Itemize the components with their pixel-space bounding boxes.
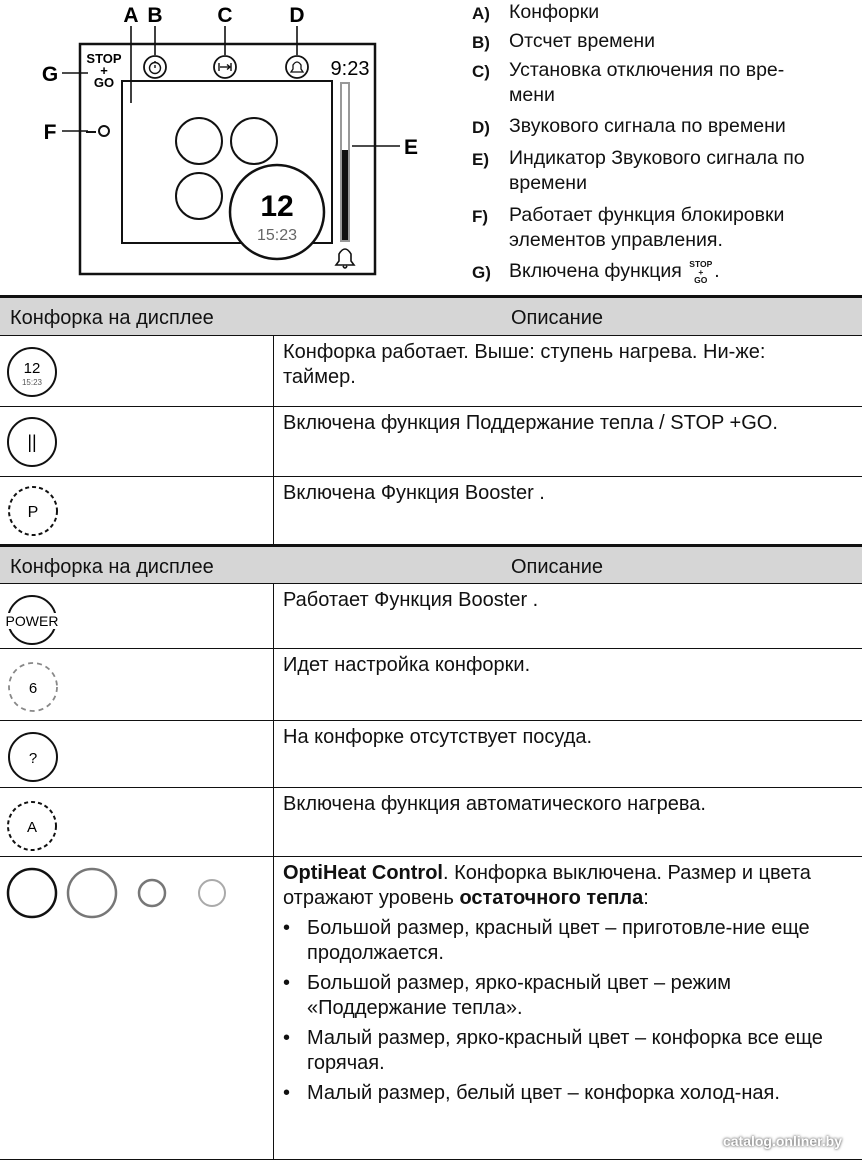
table-row: [0, 407, 862, 476]
row-description: Конфорка работает. Выше: ступень нагрева. Ни-же: таймер.: [283, 341, 766, 388]
zone-circle: [176, 173, 222, 219]
legend-key: B): [472, 33, 490, 52]
col-header-display: Конфорка на дисплее: [10, 556, 214, 578]
callout-d: D: [289, 4, 305, 27]
legend-text: Работает функция блокировки элементов управления.: [509, 204, 785, 251]
minute-minder-bell: [291, 62, 303, 72]
zone-circle: [231, 118, 277, 164]
callout-f: F: [43, 121, 57, 144]
stop-go-icon: [689, 260, 712, 284]
callout-c: C: [217, 4, 233, 27]
table-row: [0, 649, 862, 720]
legend-text: Конфорки: [509, 1, 600, 23]
residual-heat-small-gray: [139, 880, 165, 906]
residual-heat-large-dark: [8, 869, 56, 917]
optiheat-bullet: • Большой размер, красный цвет – приготовле-ние еще продолжается.: [283, 916, 822, 966]
row-description: На конфорке отсутствует посуда.: [283, 726, 593, 748]
table-row: [0, 721, 862, 787]
legend-key: C): [472, 62, 490, 81]
table-row: [0, 788, 862, 856]
stop-go-go: GO: [694, 274, 708, 285]
legend-text: Отсчет времени: [509, 30, 656, 52]
watermark: catalog.onliner.by: [722, 1133, 842, 1149]
optiheat-title: OptiHeat Control: [283, 862, 443, 884]
icon-text: A: [26, 819, 38, 836]
legend-suffix: .: [714, 260, 720, 282]
active-zone-timer: 15:23: [256, 227, 298, 244]
col-header-description: Описание: [511, 556, 604, 578]
optiheat-bullet: • Большой размер, ярко-красный цвет – режим «Поддержание тепла».: [283, 971, 832, 1021]
indicator-bell-icon: [336, 249, 354, 268]
clock-time: 9:23: [330, 58, 370, 80]
table-row: [0, 584, 862, 648]
legend-text: Индикатор Звукового сигнала по времени: [509, 147, 805, 194]
callout-b: B: [147, 4, 163, 27]
legend-key: F): [472, 207, 489, 226]
col-header-display: Конфорка на дисплее: [10, 307, 214, 329]
lock-indicator-circle: [99, 126, 109, 136]
stop-go-go: GO: [93, 75, 115, 90]
table-row-optiheat: [0, 857, 862, 1159]
icon-text: P: [27, 504, 39, 521]
optiheat-intro: [283, 861, 843, 911]
stop-go-plus: +: [100, 63, 108, 78]
residual-heat-large-gray: [68, 869, 116, 917]
icon-level-text: 12: [23, 360, 41, 377]
residual-heat-circles-icon: [2, 865, 242, 925]
minute-minder-icon: [286, 56, 308, 78]
legend-text: Включена функция: [509, 260, 682, 282]
icon-timer-text: 15:23: [21, 378, 43, 387]
optiheat-intro-bold: остаточного тепла: [459, 887, 644, 909]
legend-text: Звукового сигнала по времени: [509, 115, 786, 137]
table-row: [0, 336, 862, 406]
row-description: Включена функция Поддержание тепла / STOP +GO.: [283, 412, 778, 434]
legend-key: G): [472, 263, 491, 282]
icon-text: ||: [27, 432, 37, 452]
minute-minder-indicator-fill: [342, 150, 348, 240]
row-description: Включена Функция Booster .: [283, 482, 545, 504]
setting-dashed-icon: [5, 659, 61, 715]
optiheat-bullet: • Малый размер, белый цвет – конфорка холод-ная.: [283, 1081, 832, 1106]
optiheat-intro-end: :: [643, 887, 649, 909]
stop-go-stop: STOP: [86, 51, 122, 66]
legend-key: D): [472, 118, 490, 137]
row-description: Идет настройка конфорки.: [283, 654, 531, 676]
legend-text: Установка отключения по вре-мени: [509, 59, 785, 106]
zone-circle: [176, 118, 222, 164]
row-description: Работает Функция Booster .: [283, 589, 539, 611]
pause-icon: [6, 416, 58, 468]
stop-go-plus: +: [698, 266, 704, 277]
stop-go-stop: STOP: [689, 258, 713, 269]
residual-heat-small-light: [199, 880, 225, 906]
power-icon: [4, 592, 60, 648]
optiheat-bullet: • Малый размер, ярко-красный цвет – конфорка все еще горячая.: [283, 1026, 842, 1076]
table1-header: [0, 295, 862, 336]
icon-text: POWER: [5, 613, 59, 629]
icon-text: 6: [28, 680, 38, 697]
legend-key: E): [472, 150, 489, 169]
legend-text-g: [509, 259, 849, 284]
row-description: Включена функция автоматического нагрева.: [283, 793, 706, 815]
booster-p-icon: [6, 484, 60, 538]
auto-heat-icon: [4, 798, 60, 854]
hob-display-diagram: [0, 0, 440, 290]
col-header-description: Описание: [511, 307, 604, 329]
no-pot-icon: [5, 729, 61, 785]
callout-a: A: [123, 4, 139, 27]
active-zone-level: 12: [260, 190, 294, 223]
callout-e: E: [403, 136, 419, 159]
optiheat-intro-mid: . Конфорка выключена. Размер и цвета отражают уровень: [283, 862, 811, 909]
legend-key: A): [472, 4, 490, 23]
optiheat-description: [283, 861, 843, 1106]
zone-level-timer-icon: [6, 346, 58, 398]
table-row: [0, 477, 862, 544]
icon-text: ?: [28, 750, 38, 767]
table2-header: [0, 544, 862, 584]
callout-g: G: [41, 63, 59, 86]
